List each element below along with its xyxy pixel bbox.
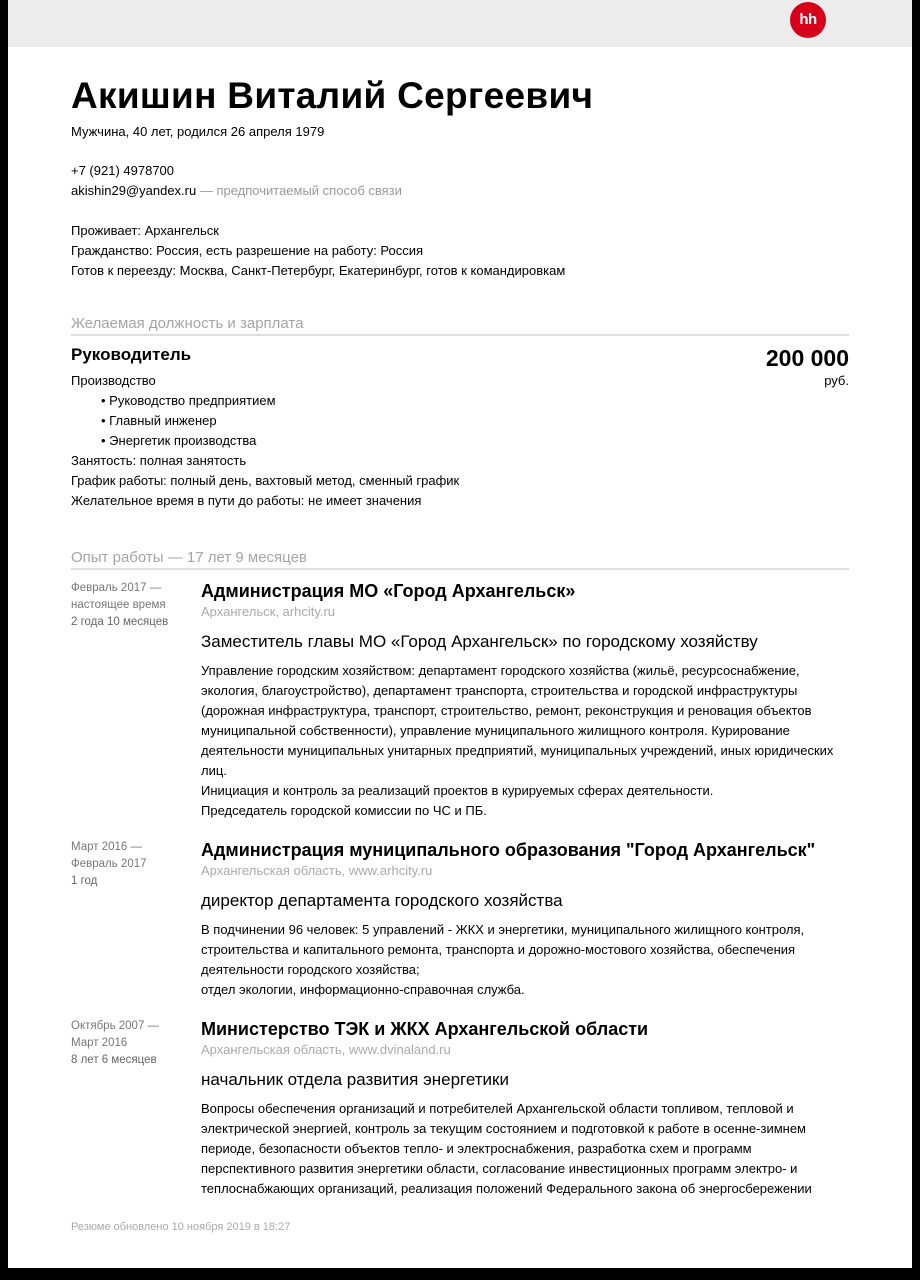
company-meta[interactable]: Архангельская область, www.dvinaland.ru (201, 1042, 451, 1057)
job-entry (71, 580, 849, 821)
job-duration: 2 года 10 месяцев (71, 616, 169, 628)
job-period-start: Февраль 2017 — (71, 582, 162, 594)
specializations-list (71, 391, 849, 451)
commute-time: Желательное время в пути до работы: не имеет значения (71, 493, 422, 508)
top-bar (8, 0, 912, 47)
citizenship: Гражданство: Россия, есть разрешение на работу: Россия (71, 243, 424, 258)
company-name: Администрация МО «Город Архангельск» (201, 581, 576, 601)
industry: Производство (71, 373, 156, 388)
job-dates (71, 839, 201, 1000)
salary-currency: руб. (824, 373, 849, 388)
candidate-summary: Мужчина, 40 лет, родился 26 апреля 1979 (71, 124, 325, 139)
resume-content (71, 74, 849, 1199)
job-entry (71, 839, 849, 1000)
email-link[interactable]: akishin29@yandex.ru (71, 183, 197, 198)
job-period-end: Февраль 2017 (71, 858, 147, 870)
job-description-line: Инициация и контроль за реализаций проектов в курируемых сферах деятельности. (201, 783, 714, 798)
email-line (71, 181, 849, 201)
job-position: директор департамента городского хозяйства (201, 891, 563, 910)
relocation: Готов к переезду: Москва, Санкт-Петербург, Екатеринбург, готов к командировкам (71, 263, 566, 278)
salary-block (766, 344, 849, 390)
job-description-line: В подчинении 96 человек: 5 управлений - ЖКХ и энергетики, муниципального жилищного контроля, строительства и капитального ремонта, транспорта и дорожно-мостового хозяйства, обеспечения деятельности городского хозяйства; (201, 922, 805, 977)
job-dates (71, 580, 201, 821)
job-position: начальник отдела развития энергетики (201, 1070, 509, 1089)
job-description (201, 661, 849, 821)
job-duration: 8 лет 6 месяцев (71, 1054, 157, 1066)
candidate-name: Акишин Виталий Сергеевич (71, 75, 594, 116)
desired-position: Руководитель (71, 345, 192, 364)
salary-amount: 200 000 (765, 345, 849, 371)
job-period-start: Октябрь 2007 — (71, 1020, 160, 1032)
job-entry (71, 1018, 849, 1199)
company-name: Администрация муниципального образования "Город Архангельск" (201, 840, 816, 860)
job-position: Заместитель главы МО «Город Архангельск» по городскому хозяйству (201, 632, 758, 651)
resume-updated-footer: Резюме обновлено 10 ноября 2019 в 18:27 (71, 1221, 291, 1233)
job-description-line: отдел экологии, информационно-справочная служба. (201, 982, 525, 997)
job-period-start: Март 2016 — (71, 841, 142, 853)
job-body (201, 1018, 849, 1199)
job-description (201, 1099, 849, 1199)
section-title-experience: Опыт работы — 17 лет 9 месяцев (71, 548, 849, 570)
phone-number[interactable]: +7 (921) 4978700 (71, 163, 175, 178)
employment-type: Занятость: полная занятость (71, 453, 247, 468)
personal-info-block (71, 221, 849, 281)
resume-page (8, 0, 912, 1268)
job-period-end: настоящее время (71, 599, 166, 611)
work-schedule: График работы: полный день, вахтовый метод, сменный график (71, 473, 460, 488)
residence: Проживает: Архангельск (71, 223, 219, 238)
job-description (201, 920, 849, 1000)
company-name: Министерство ТЭК и ЖКХ Архангельской области (201, 1019, 649, 1039)
specialization-item: • Руководство предприятием (101, 391, 849, 411)
contacts-block (71, 161, 849, 201)
job-period-end: Март 2016 (71, 1037, 128, 1049)
job-body (201, 580, 849, 821)
job-body (201, 839, 849, 1000)
job-description-line: Председатель городской комиссии по ЧС и ПБ. (201, 803, 487, 818)
hh-logo[interactable]: hh (790, 2, 826, 38)
job-description-line: Вопросы обеспечения организаций и потребителей Архангельской области топливом, тепловой и электрической энергией, контроль за текущим состоянием и подготовкой к работе в осенне-зимнем периоде, безопасности объектов тепло- и электроснабжения, разработка схем и программ перспективного развития энергетики области, согласование инвестиционных программ электро- и теплоснабжающих организаций, реализация положений Федерального закона об энергосбережении (201, 1101, 812, 1196)
job-dates (71, 1018, 201, 1199)
job-description-line: Управление городским хозяйством: департамент городского хозяйства (жильё, ресурсоснабжение, экология, благоустройство), департамент транспорта, строительства и городской инфраструктуры (дорожная инфраструктура, транспорт, строительство, ремонт, реконструкция и реновация объектов муниципальной собственности), управление муниципального жилищного контроля. Курирование деятельности муниципальных унитарных предприятий, муниципальных учреждений, иных юридических лиц. (201, 663, 834, 778)
company-meta[interactable]: Архангельская область, www.arhcity.ru (201, 863, 433, 878)
email-note: — предпочитаемый способ связи (196, 183, 402, 198)
section-title-position: Желаемая должность и зарплата (71, 314, 849, 336)
position-block (71, 344, 849, 511)
company-meta[interactable]: Архангельск, arhcity.ru (201, 604, 336, 619)
job-duration: 1 год (71, 875, 98, 887)
specialization-item: • Энергетик производства (101, 431, 849, 451)
specialization-item: • Главный инженер (101, 411, 849, 431)
